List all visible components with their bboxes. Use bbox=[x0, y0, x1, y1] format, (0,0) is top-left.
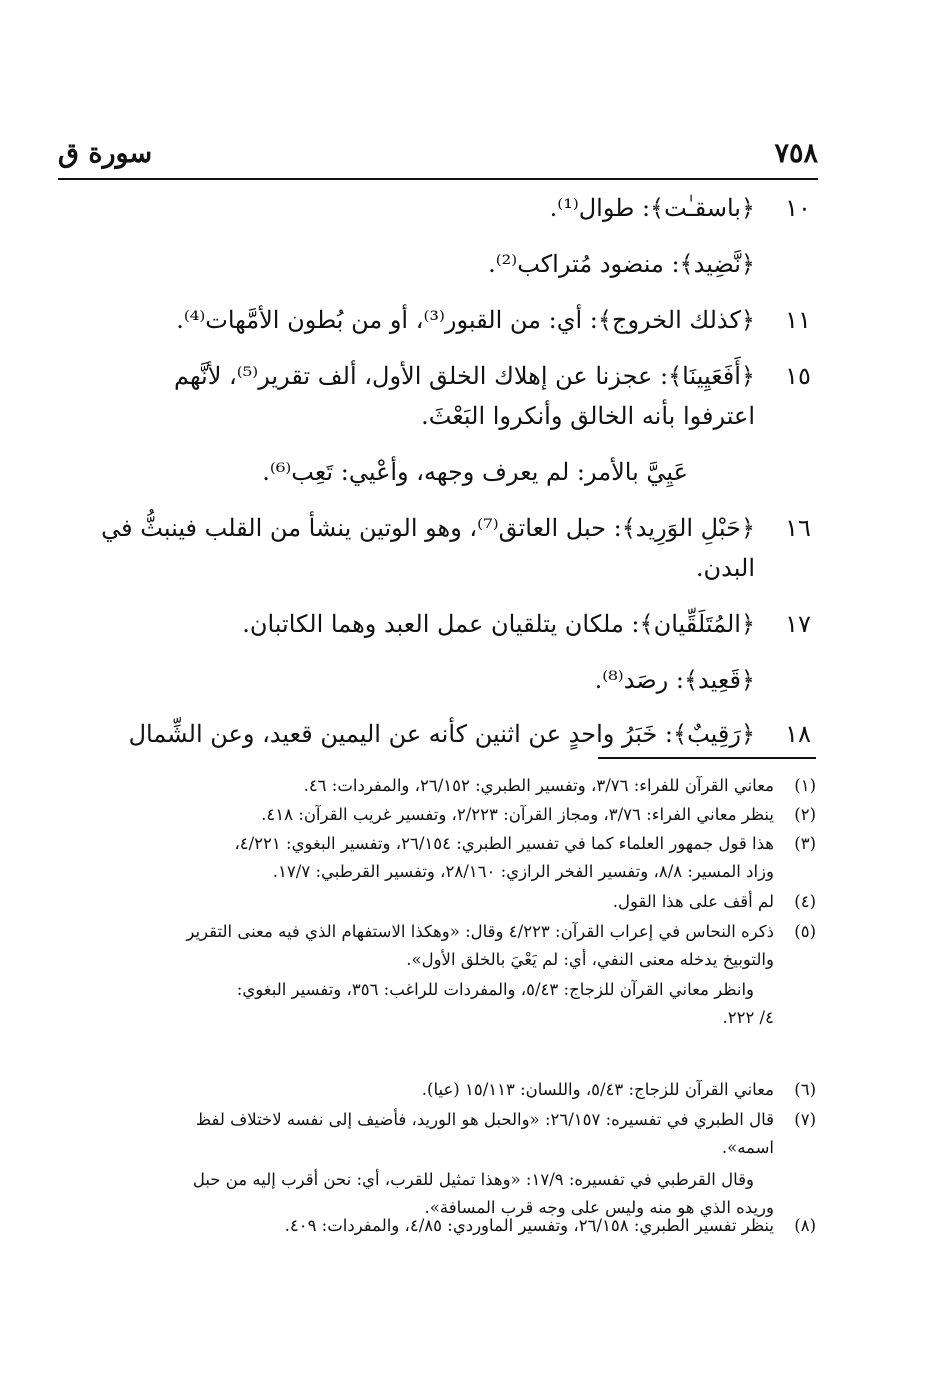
verse-text: عَيِيَّ بالأمر: لم يعرف وجهه، وأعْيي: تَعِب⁽⁶⁾. bbox=[262, 458, 688, 486]
footnote-text: لم أقف على هذا القول. bbox=[612, 892, 774, 911]
footnote-number: (٥) bbox=[794, 922, 816, 941]
page-header bbox=[58, 138, 818, 176]
footnote-text-cont: وزاد المسير: ٨/٨، وتفسير الفخر الرازي: ٢٨/١٦٠، وتفسير القرطبي: ١٧/٧. bbox=[272, 862, 774, 881]
verse-entry bbox=[58, 244, 818, 284]
verse-text: ﴿كذلك الخروج﴾: أي: من القبور⁽³⁾، أو من بُطون الأمَّهات⁽⁴⁾. bbox=[176, 306, 755, 334]
verse-number: ١٥ bbox=[785, 362, 811, 390]
footnote bbox=[62, 1212, 816, 1240]
footnote-text-cont: ٤/ ٢٢٢. bbox=[722, 1008, 774, 1027]
verse-text: ﴿حَبْلِ الوَرِيد﴾: حبل العاتق⁽⁷⁾، وهو الوتين ينشأ من القلب فينبثُّ في bbox=[101, 514, 755, 542]
footnote bbox=[62, 888, 816, 916]
footnote-number: (٨) bbox=[794, 1216, 816, 1235]
footnote bbox=[62, 918, 816, 1034]
verse-number: ١٧ bbox=[785, 610, 811, 638]
footnote-text-cont: وريده الذي هو منه وليس على وجه قرب المسافة». bbox=[424, 1198, 774, 1217]
footnote bbox=[62, 1106, 816, 1224]
footnote bbox=[62, 1076, 816, 1104]
verse-entry bbox=[58, 604, 818, 644]
verse-number: ١٦ bbox=[785, 514, 811, 542]
verse-entry bbox=[58, 300, 818, 340]
footnote-text-cont: والتوبيخ يدخله معنى النفي، أي: لم يَعْيَ بالخلق الأول». bbox=[406, 950, 774, 969]
footnote bbox=[62, 830, 816, 886]
footnote-separator bbox=[598, 757, 816, 759]
verse-text: ﴿باسقـٰت﴾: طوال⁽¹⁾. bbox=[549, 194, 755, 222]
verse-entry bbox=[58, 714, 818, 754]
verse-text: ﴿رَقِيبٌ﴾: خَبَرُ واحدٍ عن اثنين كأنه عن اليمين قعيد، وعن الشِّمال bbox=[128, 720, 755, 748]
footnote-text: هذا قول جمهور العلماء كما في تفسير الطبري: ٢٦/١٥٤، وتفسير البغوي: ٤/٢٢١، bbox=[234, 834, 774, 853]
verse-entry bbox=[58, 508, 818, 588]
verse-text-cont: البدن. bbox=[695, 554, 755, 582]
header-rule bbox=[58, 178, 818, 180]
footnote-number: (٧) bbox=[794, 1110, 816, 1129]
footnote-text-cont: وقال القرطبي في تفسيره: ١٧/٩: «وهذا تمثيل للقرب، أي: نحن أقرب إليه من حبل bbox=[192, 1170, 754, 1189]
verse-entry bbox=[58, 356, 818, 436]
verse-number: ١٨ bbox=[785, 720, 811, 748]
footnote-number: (٦) bbox=[794, 1080, 816, 1099]
verse-text: ﴿أَفَعَيِينَا﴾: عجزنا عن إهلاك الخلق الأول، ألف تقرير⁽⁵⁾، لأنَّهم bbox=[174, 362, 755, 390]
footnote-text: ينظر معاني الفراء: ٣/٧٦، ومجاز القرآن: ٢/٢٢٣، وتفسير غريب القرآن: ٤١٨. bbox=[261, 805, 774, 824]
footnote-text-cont: اسمه». bbox=[721, 1138, 774, 1157]
footnote bbox=[62, 772, 816, 800]
verse-text: ﴿قَعِيد﴾: رصَد⁽⁸⁾. bbox=[594, 666, 755, 694]
footnote-number: (٢) bbox=[794, 805, 816, 824]
verse-text: ﴿نَّضِيد﴾: منضود مُتراكب⁽²⁾. bbox=[488, 250, 755, 278]
page-number: ٧٥٨ bbox=[774, 138, 818, 169]
verse-number: ١١ bbox=[785, 306, 811, 334]
footnote-text: ذكره النحاس في إعراب القرآن: ٤/٢٢٣ وقال: «وهكذا الاستفهام الذي فيه معنى التقرير bbox=[186, 922, 774, 941]
footnote-text: قال الطبري في تفسيره: ٢٦/١٥٧: «والحبل هو الوريد، فأضيف إلى نفسه لاختلاف لفظ bbox=[195, 1110, 774, 1129]
verse-entry bbox=[58, 452, 818, 492]
verse-number: ١٠ bbox=[785, 194, 811, 222]
verse-entry bbox=[58, 660, 818, 700]
footnote-number: (١) bbox=[794, 776, 816, 795]
verse-entry bbox=[58, 188, 818, 228]
footnote-text-cont: وانظر معاني القرآن للزجاج: ٥/٤٣، والمفردات للراغب: ٣٥٦، وتفسير البغوي: bbox=[236, 980, 754, 999]
sura-title: سورة ق bbox=[58, 138, 153, 169]
footnote-text: معاني القرآن للزجاج: ٥/٤٣، واللسان: ١٥/١١٣ (عيا). bbox=[421, 1080, 774, 1099]
footnote bbox=[62, 801, 816, 829]
footnote-number: (٤) bbox=[794, 892, 816, 911]
verse-text-cont: اعترفوا بأنه الخالق وأنكروا البَعْثَ. bbox=[421, 402, 755, 430]
footnote-number: (٣) bbox=[794, 834, 816, 853]
footnote-text: معاني القرآن للفراء: ٣/٧٦، وتفسير الطبري: ٢٦/١٥٢، والمفردات: ٤٦. bbox=[303, 776, 774, 795]
verse-text: ﴿المُتَلَقِّيان﴾: ملكان يتلقيان عمل العبد وهما الكاتبان. bbox=[242, 610, 755, 638]
footnote-text: ينظر تفسير الطبري: ٢٦/١٥٨، وتفسير الماوردي: ٤/٨٥، والمفردات: ٤٠٩. bbox=[284, 1216, 774, 1235]
